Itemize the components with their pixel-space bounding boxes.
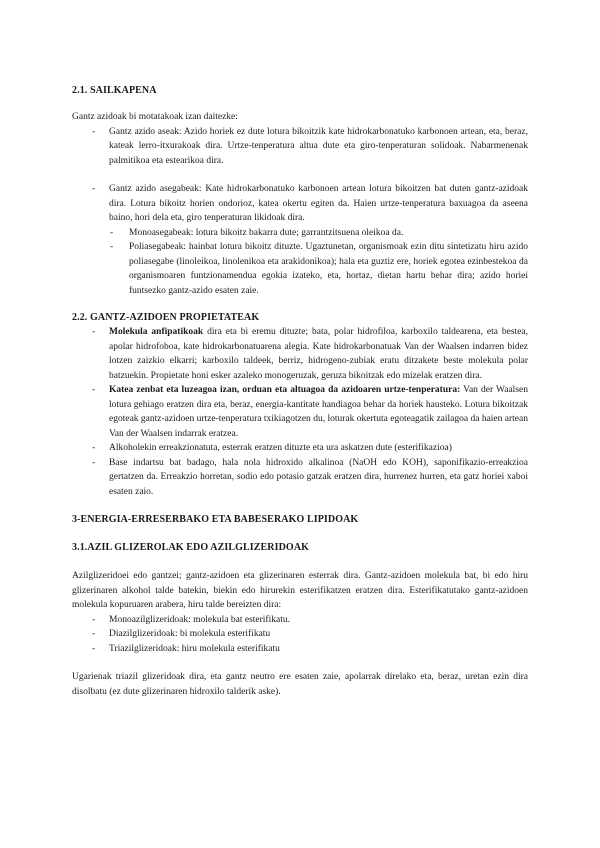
unsaturated-text: Gantz azido asegabeak: Kate hidrokarbonatuko karbonoen artean lotura bikoitzen bat duten gantz-azidoak dira. Lotura bikoitz horien ondorioz, katea okertu egiten da. Haien urtze-tenperatura baxuagoa da aseena baino, hori dela eta, giro tenperaturan likidoak dira. [109, 184, 528, 223]
acylglycerol-paragraph: Azilglizeridoei edo gantzei; gantz-azidoen eta glizerinaren esterrak dira. Gantz-azidoen molekula bat, bi edo hiru glizerinaren alkohol talde batekin, biekin edo hirurekin esterifikatzen eratzen dira. Esterifikatutako gantz-azidoen molekula kopuruaren arabera, hiru talde bereizten dira: [72, 571, 528, 610]
intro-paragraph: Gantz azidoak bi motatakoak izan daitezke: [72, 112, 238, 122]
sublist-item-mono: - Monoasegabeak: lotura bikoitz bakarra dute; garrantzitsuena oleikoa da. [109, 226, 528, 241]
fatty-acid-types-list-2 [72, 182, 528, 298]
list-item-chain-length [72, 383, 528, 441]
chain-length-rest: Van der Waalsen lotura gehiago eratzen dira eta, beraz, energia-kantitate handiagoa behar da horiek hausteko. Lotura bikoitzak egoteak gantz-azidoen urtze-tenperatura txikiagotzen du, loturak okertuta egoteagatik zailagoa da haien artean Van der Waalsen indarrak eratzea. [109, 385, 528, 439]
closing-paragraph: Ugarienak triazil glizeridoak dira, eta gantz neutro ere esaten zaie, apolarrak direlako eta, beraz, uretan ezin dira disolbatu (ez dute glizerinaren hidroxilo talderik aske). [72, 672, 528, 697]
properties-list [72, 325, 528, 499]
amphipathic-rest: dira eta bi eremu dituzte; bata, polar hidrofiloa, karboxilo taldearena, eta bestea, apolar hidrofoboa, kate hidrokarbonatuarena alegia. Kate hidrokarbonatuak Van der Waalsen indarren bidez lotzen zaizkio elkarri; karboxilo taldeek, berriz, hidrogeno-zubiak eratu ditzakete beste molekula polar batzuekin. Propietate honi esker azaleko monogeruzak, geruza bikoitzak edo mizelak eratzen dira. [109, 327, 528, 381]
list-item-mono: - Monoazilglizeridoak: molekula bat esterifikatu. [72, 613, 528, 628]
fatty-acid-types-list [72, 125, 528, 169]
heading-section-3: 3-ENERGIA-ERRESERBAKO ETA BABESERAKO LIPIDOAK [72, 514, 359, 525]
list-item-saturated: - Gantz azido aseak: Azido horiek ez dute lotura bikoitzik kate hidrokarbonatuko karbonoen artean, eta, beraz, kateak lerro-itxurakoak dira. Urtze-tenperatura altua dute eta giro-tenperaturan solidoak. Nabarmenenak palmitikoa eta estearikoa dira. [72, 125, 528, 169]
list-item-tri: - Triazilglizeridoak: hiru molekula esterifikatu [72, 642, 528, 657]
heading-section-3-1: 3.1.AZIL GLIZEROLAK EDO AZILGLIZERIDOAK [72, 542, 310, 553]
list-item-saponification: - Base indartsu bat badago, hala nola hidroxido alkalinoa (NaOH edo KOH), saponifikazio-erreakzioa gertatzen da. Erreakzio horretan, sodio edo potasio gatzak eratzen dira, hurrenez hurren, eta gatz horiei xaboi esaten zaio. [72, 456, 528, 500]
list-item-esterification: - Alkoholekin erreakzionatuta, esterrak eratzen dituzte eta ura askatzen dute (esterifikazioa) [72, 441, 528, 456]
heading-propietateak: 2.2. GANTZ-AZIDOEN PROPIETATEAK [72, 312, 260, 323]
sublist-item-poly: - Poliasegabeak: hainbat lotura bikoitz dituzte. Ugaztunetan, organismoak ezin ditu sintetizatu hiru azido poliasegabe (linoleikoa, linolenikoa eta arakidonikoa); hala eta guztiz ere, horiek egotea ezinbestekoa da organismoaren funtzionamendua egokia izateko, eta, hortaz, dietan hartu behar dira; azido horiei funtsezko gantz-azido esaten zaie. [109, 240, 528, 298]
list-item-di: - Diazilglizeridoak: bi molekula esterifikatu [72, 627, 528, 642]
list-item-amphipathic [72, 325, 528, 383]
chain-length-bold: Katea zenbat eta luzeagoa izan, orduan eta altuagoa da azidoaren urtze-tenperatura: [109, 385, 461, 395]
amphipathic-bold: Molekula anfipatikoak [109, 327, 204, 337]
list-item-unsaturated [72, 182, 528, 298]
acylglycerol-list [72, 613, 528, 657]
unsaturated-sublist [109, 226, 528, 299]
heading-sailkapena: 2.1. SAILKAPENA [72, 85, 157, 96]
